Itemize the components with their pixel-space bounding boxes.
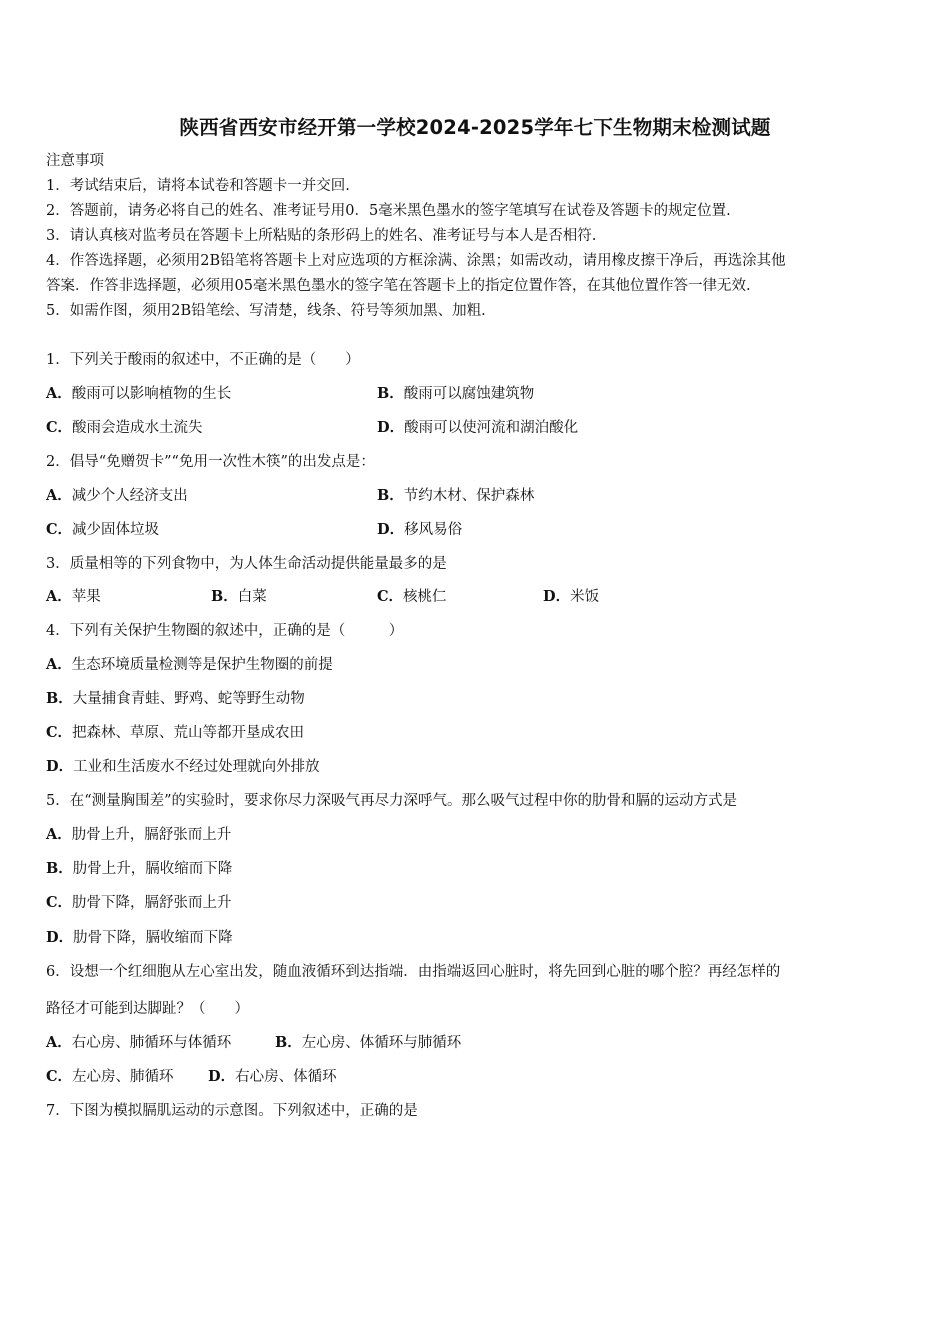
option-label: C．	[46, 521, 73, 538]
option-text: 酸雨可以影响植物的生长	[71, 386, 232, 402]
option-text: 肋骨下降，膈收缩而下降	[73, 930, 233, 946]
option-text: 左心房、体循环与肺循环	[301, 1035, 462, 1051]
question-stem: 5．在“测量胸围差”的实验时，要求你尽力深吸气再尽力深呼气。那么吸气过程中你的肋骨和膈的运动方式是	[46, 793, 738, 809]
option-c	[46, 1067, 174, 1087]
notice-item: 2．答题前，请务必将自己的姓名、准考证号用0．5毫米黑色墨水的签字笔填写在试卷及答题卡的规定位置.	[46, 203, 731, 219]
option-text: 减少固体垃圾	[72, 522, 160, 538]
option-text: 米饭	[570, 589, 600, 605]
question-stem: 7．下图为模拟膈肌运动的示意图。下列叙述中，正确的是	[46, 1103, 418, 1119]
question-stem: 3．质量相等的下列食物中，为人体生命活动提供能量最多的是	[46, 556, 447, 572]
option-b	[275, 1033, 461, 1053]
option-text: 肋骨上升，膈舒张而上升	[71, 827, 232, 843]
option-label: B．	[377, 385, 404, 402]
option-d	[208, 1067, 337, 1087]
option-label: A．	[46, 385, 72, 402]
question-stem: 1．下列关于酸雨的叙述中，不正确的是（ ）	[46, 352, 360, 368]
option-text: 生态环境质量检测等是保护生物圈的前提	[71, 657, 333, 673]
option-text: 苹果	[71, 589, 101, 605]
notice-item: 4．作答选择题，必须用2B铅笔将答题卡上对应选项的方框涂满、涂黑；如需改动，请用橡皮擦干净后，再选涂其他	[46, 253, 786, 269]
option-label: B．	[377, 487, 404, 504]
notice-item: 5．如需作图，须用2B铅笔绘、写清楚，线条、符号等须加黑、加粗.	[46, 303, 486, 319]
option-text: 把森林、草原、荒山等都开垦成农田	[72, 725, 305, 741]
page-title: 陕西省西安市经开第一学校2024-2025学年七下生物期末检测试题	[179, 116, 771, 139]
option-b	[377, 486, 534, 506]
option-d	[377, 418, 578, 438]
option-a	[46, 825, 231, 845]
option-text: 肋骨下降，膈舒张而上升	[72, 895, 232, 911]
option-d	[377, 520, 462, 540]
option-a	[46, 587, 101, 607]
option-label: C．	[377, 588, 404, 605]
option-label: A．	[46, 1034, 72, 1051]
option-text: 酸雨可以使河流和湖泊酸化	[404, 420, 579, 436]
option-label: B．	[46, 690, 73, 707]
option-a	[46, 655, 333, 675]
question-stem: 4．下列有关保护生物圈的叙述中，正确的是（ ）	[46, 623, 404, 639]
option-c	[46, 520, 159, 540]
option-b	[377, 384, 534, 404]
notice-item: 1．考试结束后，请将本试卷和答题卡一并交回.	[46, 178, 350, 194]
option-label: A．	[46, 487, 72, 504]
notice-item: 答案．作答非选择题，必须用05毫米黑色墨水的签字笔在答题卡上的指定位置作答，在其他位置作答一律无效.	[46, 278, 751, 294]
option-d	[46, 757, 320, 777]
option-text: 白菜	[237, 589, 267, 605]
option-text: 右心房、肺循环与体循环	[71, 1035, 232, 1051]
option-b	[211, 587, 267, 607]
option-text: 酸雨会造成水土流失	[72, 420, 203, 436]
option-c	[46, 723, 304, 743]
option-label: D．	[377, 521, 405, 538]
option-d	[543, 587, 599, 607]
option-label: D．	[377, 419, 405, 436]
option-b	[46, 859, 232, 879]
option-a	[46, 384, 231, 404]
option-c	[377, 587, 447, 607]
option-text: 核桃仁	[403, 589, 447, 605]
option-label: D．	[543, 588, 571, 605]
option-text: 大量捕食青蛙、野鸡、蛇等野生动物	[72, 691, 305, 707]
option-text: 移风易俗	[404, 522, 463, 538]
notice-heading: 注意事项	[46, 153, 104, 169]
option-text: 酸雨可以腐蚀建筑物	[403, 386, 535, 402]
question-stem: 6．设想一个红细胞从左心室出发，随血液循环到达指端．由指端返回心脏时，将先回到心脏的哪个腔？再经怎样的	[46, 964, 781, 980]
option-label: C．	[46, 724, 73, 741]
option-label: B．	[46, 860, 73, 877]
option-a	[46, 1033, 231, 1053]
option-label: A．	[46, 826, 72, 843]
question-stem-continued: 路径才可能到达脚趾？（ ）	[46, 1001, 249, 1017]
option-text: 肋骨上升，膈收缩而下降	[72, 861, 233, 877]
option-label: D．	[46, 758, 74, 775]
option-label: C．	[46, 894, 73, 911]
option-label: B．	[275, 1034, 302, 1051]
option-c	[46, 893, 232, 913]
option-text: 右心房、体循环	[235, 1069, 337, 1085]
notice-item: 3．请认真核对监考员在答题卡上所粘贴的条形码上的姓名、准考证号与本人是否相符.	[46, 228, 597, 244]
option-text: 减少个人经济支出	[71, 488, 188, 504]
option-label: C．	[46, 419, 73, 436]
option-text: 节约木材、保护森林	[403, 488, 535, 504]
option-label: C．	[46, 1068, 73, 1085]
option-label: D．	[46, 929, 74, 946]
option-label: A．	[46, 588, 72, 605]
option-d	[46, 928, 233, 948]
option-text: 工业和生活废水不经过处理就向外排放	[73, 759, 320, 775]
option-label: B．	[211, 588, 238, 605]
option-c	[46, 418, 203, 438]
question-stem: 2．倡导“免赠贺卡”“免用一次性木筷”的出发点是：	[46, 454, 375, 470]
option-label: D．	[208, 1068, 236, 1085]
option-a	[46, 486, 188, 506]
option-b	[46, 689, 305, 709]
option-text: 左心房、肺循环	[72, 1069, 174, 1085]
option-label: A．	[46, 656, 72, 673]
